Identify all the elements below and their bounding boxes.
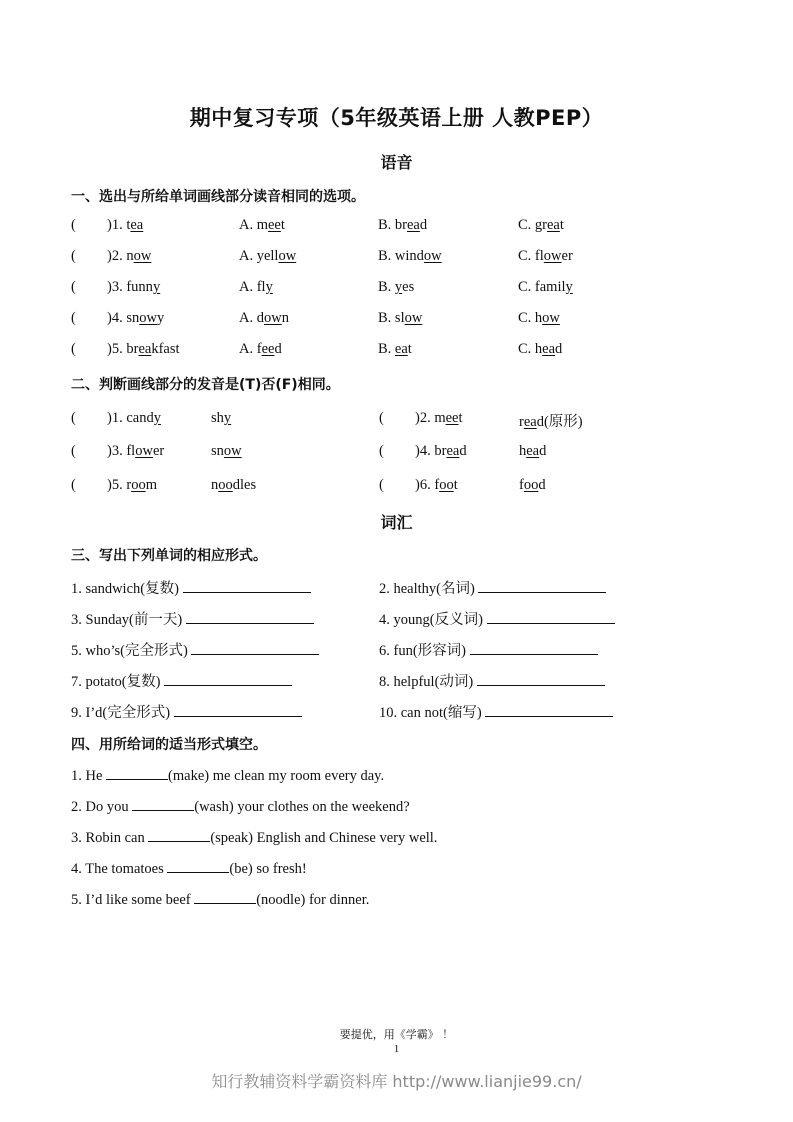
option-word xyxy=(518,248,573,264)
option-a xyxy=(239,279,273,296)
word-text: fl xyxy=(126,443,136,459)
answer-blank[interactable] xyxy=(164,671,292,686)
form-item xyxy=(71,577,371,599)
fill-blank-sentence xyxy=(0,889,793,911)
word-text: r xyxy=(519,414,524,430)
underlined-letters: ea xyxy=(547,217,560,233)
compare-word xyxy=(519,443,546,459)
question-number: )3. xyxy=(107,443,127,459)
watermark-text: 知行教辅资料学霸资料库 http://www.lianjie99.cn/ xyxy=(211,1072,582,1091)
underlined-letters: ow xyxy=(542,310,560,326)
underlined-letters: oo xyxy=(131,477,146,493)
option-word xyxy=(518,341,562,357)
word-text: A. fl xyxy=(239,279,266,295)
underlined-letters: ea xyxy=(526,443,540,459)
footer-note: 要提优，用《学霸》 ！ xyxy=(339,1028,454,1041)
option-c xyxy=(518,310,560,327)
part3-heading: 三、写出下列单词的相应形式。 xyxy=(71,548,267,564)
word-text: er xyxy=(152,443,165,459)
answer-paren: ( xyxy=(379,443,384,459)
underlined-letters: y xyxy=(153,410,161,426)
question-row xyxy=(71,443,431,465)
question-word xyxy=(107,279,160,296)
underlined-letters: ow xyxy=(543,248,562,264)
form-prompt: 7. potato(复数) xyxy=(71,670,292,691)
underlined-letters: ow xyxy=(423,248,442,264)
word-text: n xyxy=(281,310,289,326)
page-number: 1 xyxy=(393,1043,400,1055)
word-text: C. famil xyxy=(518,279,566,295)
option-b xyxy=(378,310,422,327)
word-text: B. br xyxy=(378,217,407,233)
underlined-letters: ow xyxy=(278,248,297,264)
answer-blank[interactable] xyxy=(174,702,302,717)
form-prompt: 3. Sunday(前一天) xyxy=(71,608,314,629)
answer-blank[interactable] xyxy=(183,578,311,593)
option-word xyxy=(378,310,422,326)
answer-blank[interactable] xyxy=(470,640,598,655)
option-word xyxy=(378,217,427,233)
question-number: )2. xyxy=(107,248,127,264)
part1-heading: 一、选出与所给单词画线部分读音相同的选项。 xyxy=(71,189,365,205)
word-text: C. fl xyxy=(518,248,544,264)
answer-paren: ( xyxy=(71,248,76,264)
underlined-letters: ea xyxy=(542,341,556,357)
sentence-text xyxy=(71,858,307,878)
word-text: B. xyxy=(378,341,395,357)
answer-paren: ( xyxy=(71,341,76,357)
form-item xyxy=(71,639,371,661)
compare-word xyxy=(519,477,546,493)
form-prompt: 5. who’s(完全形式) xyxy=(71,639,319,660)
question-row xyxy=(71,410,431,432)
option-word xyxy=(378,341,412,357)
underlined-letters: ee xyxy=(261,341,275,357)
underlined-letters: y xyxy=(223,410,232,426)
word-text: t xyxy=(458,410,463,426)
target-word xyxy=(126,217,143,233)
question-row xyxy=(379,477,739,499)
first-word xyxy=(107,477,157,494)
word-text: t xyxy=(453,477,458,493)
answer-paren: ( xyxy=(71,217,76,233)
form-prompt: 9. I’d(完全形式) xyxy=(71,701,302,722)
sentence-start: 1. He xyxy=(71,768,107,784)
compare-word xyxy=(126,410,161,426)
underlined-letters: oo xyxy=(523,477,539,493)
word-text: br xyxy=(434,443,447,459)
question-number: )2. xyxy=(415,410,435,426)
option-c xyxy=(518,341,562,358)
underlined-letters: ea xyxy=(407,217,420,233)
underlined-letters: y xyxy=(394,279,403,295)
word-text: t xyxy=(280,217,285,233)
word-text: t xyxy=(126,217,131,233)
underlined-letters: ea xyxy=(523,414,537,430)
form-prompt: 10. can not(缩写) xyxy=(379,701,613,722)
word-text: A. f xyxy=(239,341,262,357)
sentence-text xyxy=(71,765,384,785)
word-text: sn xyxy=(126,310,140,326)
word-text: funn xyxy=(126,279,153,295)
question-row xyxy=(71,477,431,499)
option-a xyxy=(239,310,289,327)
underlined-letters: oo xyxy=(439,477,454,493)
question-row xyxy=(0,217,793,239)
option-word xyxy=(239,217,285,233)
word-text: d xyxy=(274,341,282,357)
option-c xyxy=(518,217,564,234)
option-word xyxy=(518,217,564,233)
sentence-start: 5. I’d like some beef xyxy=(71,892,195,908)
sentence-end: (wash) your clothes on the weekend? xyxy=(194,799,410,815)
word-text: d xyxy=(538,477,546,493)
fill-blank-sentence xyxy=(0,858,793,880)
underlined-letters: ea xyxy=(138,341,152,357)
underlined-letters: ow xyxy=(133,248,152,264)
part2-heading: 二、判断画线部分的发音是(T)否(F)相同。 xyxy=(71,377,340,393)
underlined-letters: oo xyxy=(218,477,233,493)
underlined-letters: y xyxy=(265,279,273,295)
word-text: C. h xyxy=(518,310,543,326)
question-row xyxy=(0,341,793,363)
word-text: m xyxy=(434,410,446,426)
question-row xyxy=(379,443,739,465)
question-row xyxy=(0,310,793,332)
compare-word xyxy=(519,414,583,430)
answer-paren: ( xyxy=(379,477,384,493)
compare-word xyxy=(434,477,457,493)
form-prompt: 1. sandwich(复数) xyxy=(71,577,311,598)
answer-blank[interactable] xyxy=(191,640,319,655)
answer-blank[interactable] xyxy=(132,796,194,811)
sentence-end: (speak) English and Chinese very well. xyxy=(210,830,438,846)
question-number: )6. xyxy=(415,477,435,493)
form-item xyxy=(71,670,371,692)
compare-word xyxy=(211,443,242,459)
form-prompt: 8. helpful(动词) xyxy=(379,670,605,691)
question-number: )1. xyxy=(107,410,127,426)
word-text: B. sl xyxy=(378,310,405,326)
word-text: es xyxy=(402,279,415,295)
question-number: )4. xyxy=(107,310,127,326)
answer-blank[interactable] xyxy=(194,889,256,904)
word-text: y xyxy=(156,310,165,326)
underlined-letters: ee xyxy=(268,217,281,233)
compare-word xyxy=(126,443,164,459)
option-word xyxy=(239,279,273,295)
section-pronunciation-title: 语音 xyxy=(380,153,413,172)
word-text: d xyxy=(555,341,563,357)
sentence-text xyxy=(71,889,369,909)
word-text: er xyxy=(561,248,573,264)
word-text: dles xyxy=(232,477,257,493)
answer-blank[interactable] xyxy=(487,609,615,624)
underlined-letters: ow xyxy=(139,310,157,326)
word-text: C. h xyxy=(518,341,543,357)
question-number: )3. xyxy=(107,279,127,295)
underlined-letters: ea xyxy=(130,217,144,233)
word-text: d xyxy=(419,217,428,233)
word-text: A. yell xyxy=(239,248,279,264)
answer-paren: ( xyxy=(71,279,76,295)
answer-blank[interactable] xyxy=(478,578,606,593)
word-text: h xyxy=(519,443,527,459)
answer-paren: ( xyxy=(71,310,76,326)
answer-blank[interactable] xyxy=(186,609,314,624)
first-word xyxy=(107,443,164,460)
option-word xyxy=(239,341,282,357)
form-prompt: 4. young(反义词) xyxy=(379,608,615,629)
option-c xyxy=(518,248,573,265)
fill-blank-sentence xyxy=(0,796,793,818)
target-word xyxy=(126,341,179,357)
word-text: sn xyxy=(211,443,224,459)
option-word xyxy=(518,310,560,326)
underlined-letters: ow xyxy=(223,443,242,459)
underlined-letters: ow xyxy=(404,310,423,326)
fill-blank-sentence xyxy=(0,827,793,849)
option-b xyxy=(378,279,414,296)
target-word xyxy=(126,248,151,264)
answer-paren: ( xyxy=(71,477,76,493)
form-item xyxy=(379,608,679,630)
underlined-letters: ow xyxy=(263,310,282,326)
word-text: f xyxy=(434,477,440,493)
underlined-letters: ea xyxy=(446,443,460,459)
option-word xyxy=(239,310,289,326)
part4-heading: 四、用所给词的适当形式填空。 xyxy=(71,737,267,753)
form-item xyxy=(379,577,679,599)
question-word xyxy=(107,217,143,234)
question-word xyxy=(107,310,164,327)
option-word xyxy=(378,279,414,295)
sentence-start: 4. The tomatoes xyxy=(71,861,168,877)
answer-paren: ( xyxy=(71,410,76,426)
sentence-text xyxy=(71,827,437,847)
option-c xyxy=(518,279,573,296)
second-word xyxy=(519,443,546,460)
word-text: d(原形) xyxy=(536,414,583,430)
sentence-text xyxy=(71,796,410,816)
option-word xyxy=(239,248,296,264)
answer-blank[interactable] xyxy=(106,765,168,780)
option-b xyxy=(378,341,412,358)
answer-blank[interactable] xyxy=(477,671,605,686)
compare-word xyxy=(434,443,466,459)
question-number: )1. xyxy=(107,217,127,233)
word-text: m xyxy=(145,477,157,493)
question-number: )5. xyxy=(107,477,127,493)
underlined-letters: ea xyxy=(394,341,408,357)
word-text: n xyxy=(126,248,134,264)
page-title: 期中复习专项（5年级英语上册 人教PEP） xyxy=(189,106,604,130)
sentence-end: (be) so fresh! xyxy=(229,861,307,877)
form-prompt: 2. healthy(名词) xyxy=(379,577,606,598)
target-word xyxy=(126,310,164,326)
option-a xyxy=(239,248,296,265)
form-item xyxy=(71,701,371,723)
word-text: t xyxy=(407,341,412,357)
answer-paren: ( xyxy=(379,410,384,426)
underlined-letters: ow xyxy=(135,443,153,459)
option-a xyxy=(239,217,285,234)
underlined-letters: y xyxy=(152,279,161,295)
word-text: B. xyxy=(378,279,395,295)
form-item xyxy=(379,701,679,723)
sentence-start: 3. Robin can xyxy=(71,830,149,846)
fill-blank-sentence xyxy=(0,765,793,787)
question-number: )4. xyxy=(415,443,435,459)
first-word xyxy=(107,410,161,427)
word-text: d xyxy=(539,443,547,459)
answer-blank[interactable] xyxy=(167,858,229,873)
underlined-letters: ee xyxy=(445,410,459,426)
option-b xyxy=(378,248,442,265)
answer-blank[interactable] xyxy=(485,702,613,717)
word-text: r xyxy=(126,477,132,493)
answer-paren: ( xyxy=(71,443,76,459)
word-text: A. m xyxy=(239,217,268,233)
form-item xyxy=(379,670,679,692)
underlined-letters: y xyxy=(565,279,573,295)
compare-word xyxy=(211,410,231,426)
sentence-start: 2. Do you xyxy=(71,799,133,815)
sentence-end: (make) me clean my room every day. xyxy=(168,768,385,784)
compare-word xyxy=(211,477,256,493)
word-text: n xyxy=(211,477,219,493)
sentence-end: (noodle) for dinner. xyxy=(256,892,370,908)
second-word xyxy=(211,477,256,494)
question-row xyxy=(379,410,739,432)
option-b xyxy=(378,217,427,234)
word-text: A. d xyxy=(239,310,264,326)
word-text: C. gr xyxy=(518,217,547,233)
question-word xyxy=(107,341,180,358)
section-vocabulary-title: 词汇 xyxy=(380,513,413,532)
word-text: B. wind xyxy=(378,248,424,264)
compare-word xyxy=(434,410,462,426)
question-word xyxy=(107,248,151,265)
answer-blank[interactable] xyxy=(148,827,210,842)
form-item xyxy=(379,639,679,661)
first-word xyxy=(415,443,467,460)
word-text: f xyxy=(519,477,524,493)
option-word xyxy=(518,279,573,295)
question-row xyxy=(0,248,793,270)
word-text: cand xyxy=(126,410,154,426)
word-text: d xyxy=(459,443,467,459)
option-a xyxy=(239,341,282,358)
word-text: sh xyxy=(211,410,224,426)
second-word xyxy=(211,410,231,427)
question-row xyxy=(0,279,793,301)
second-word xyxy=(519,410,583,431)
first-word xyxy=(415,477,458,494)
compare-word xyxy=(126,477,157,493)
word-text: br xyxy=(126,341,139,357)
second-word xyxy=(519,477,546,494)
form-item xyxy=(71,608,371,630)
form-prompt: 6. fun(形容词) xyxy=(379,639,598,660)
question-number: )5. xyxy=(107,341,127,357)
first-word xyxy=(415,410,463,427)
option-word xyxy=(378,248,442,264)
word-text: t xyxy=(559,217,564,233)
word-text: kfast xyxy=(151,341,180,357)
target-word xyxy=(126,279,160,295)
second-word xyxy=(211,443,242,460)
